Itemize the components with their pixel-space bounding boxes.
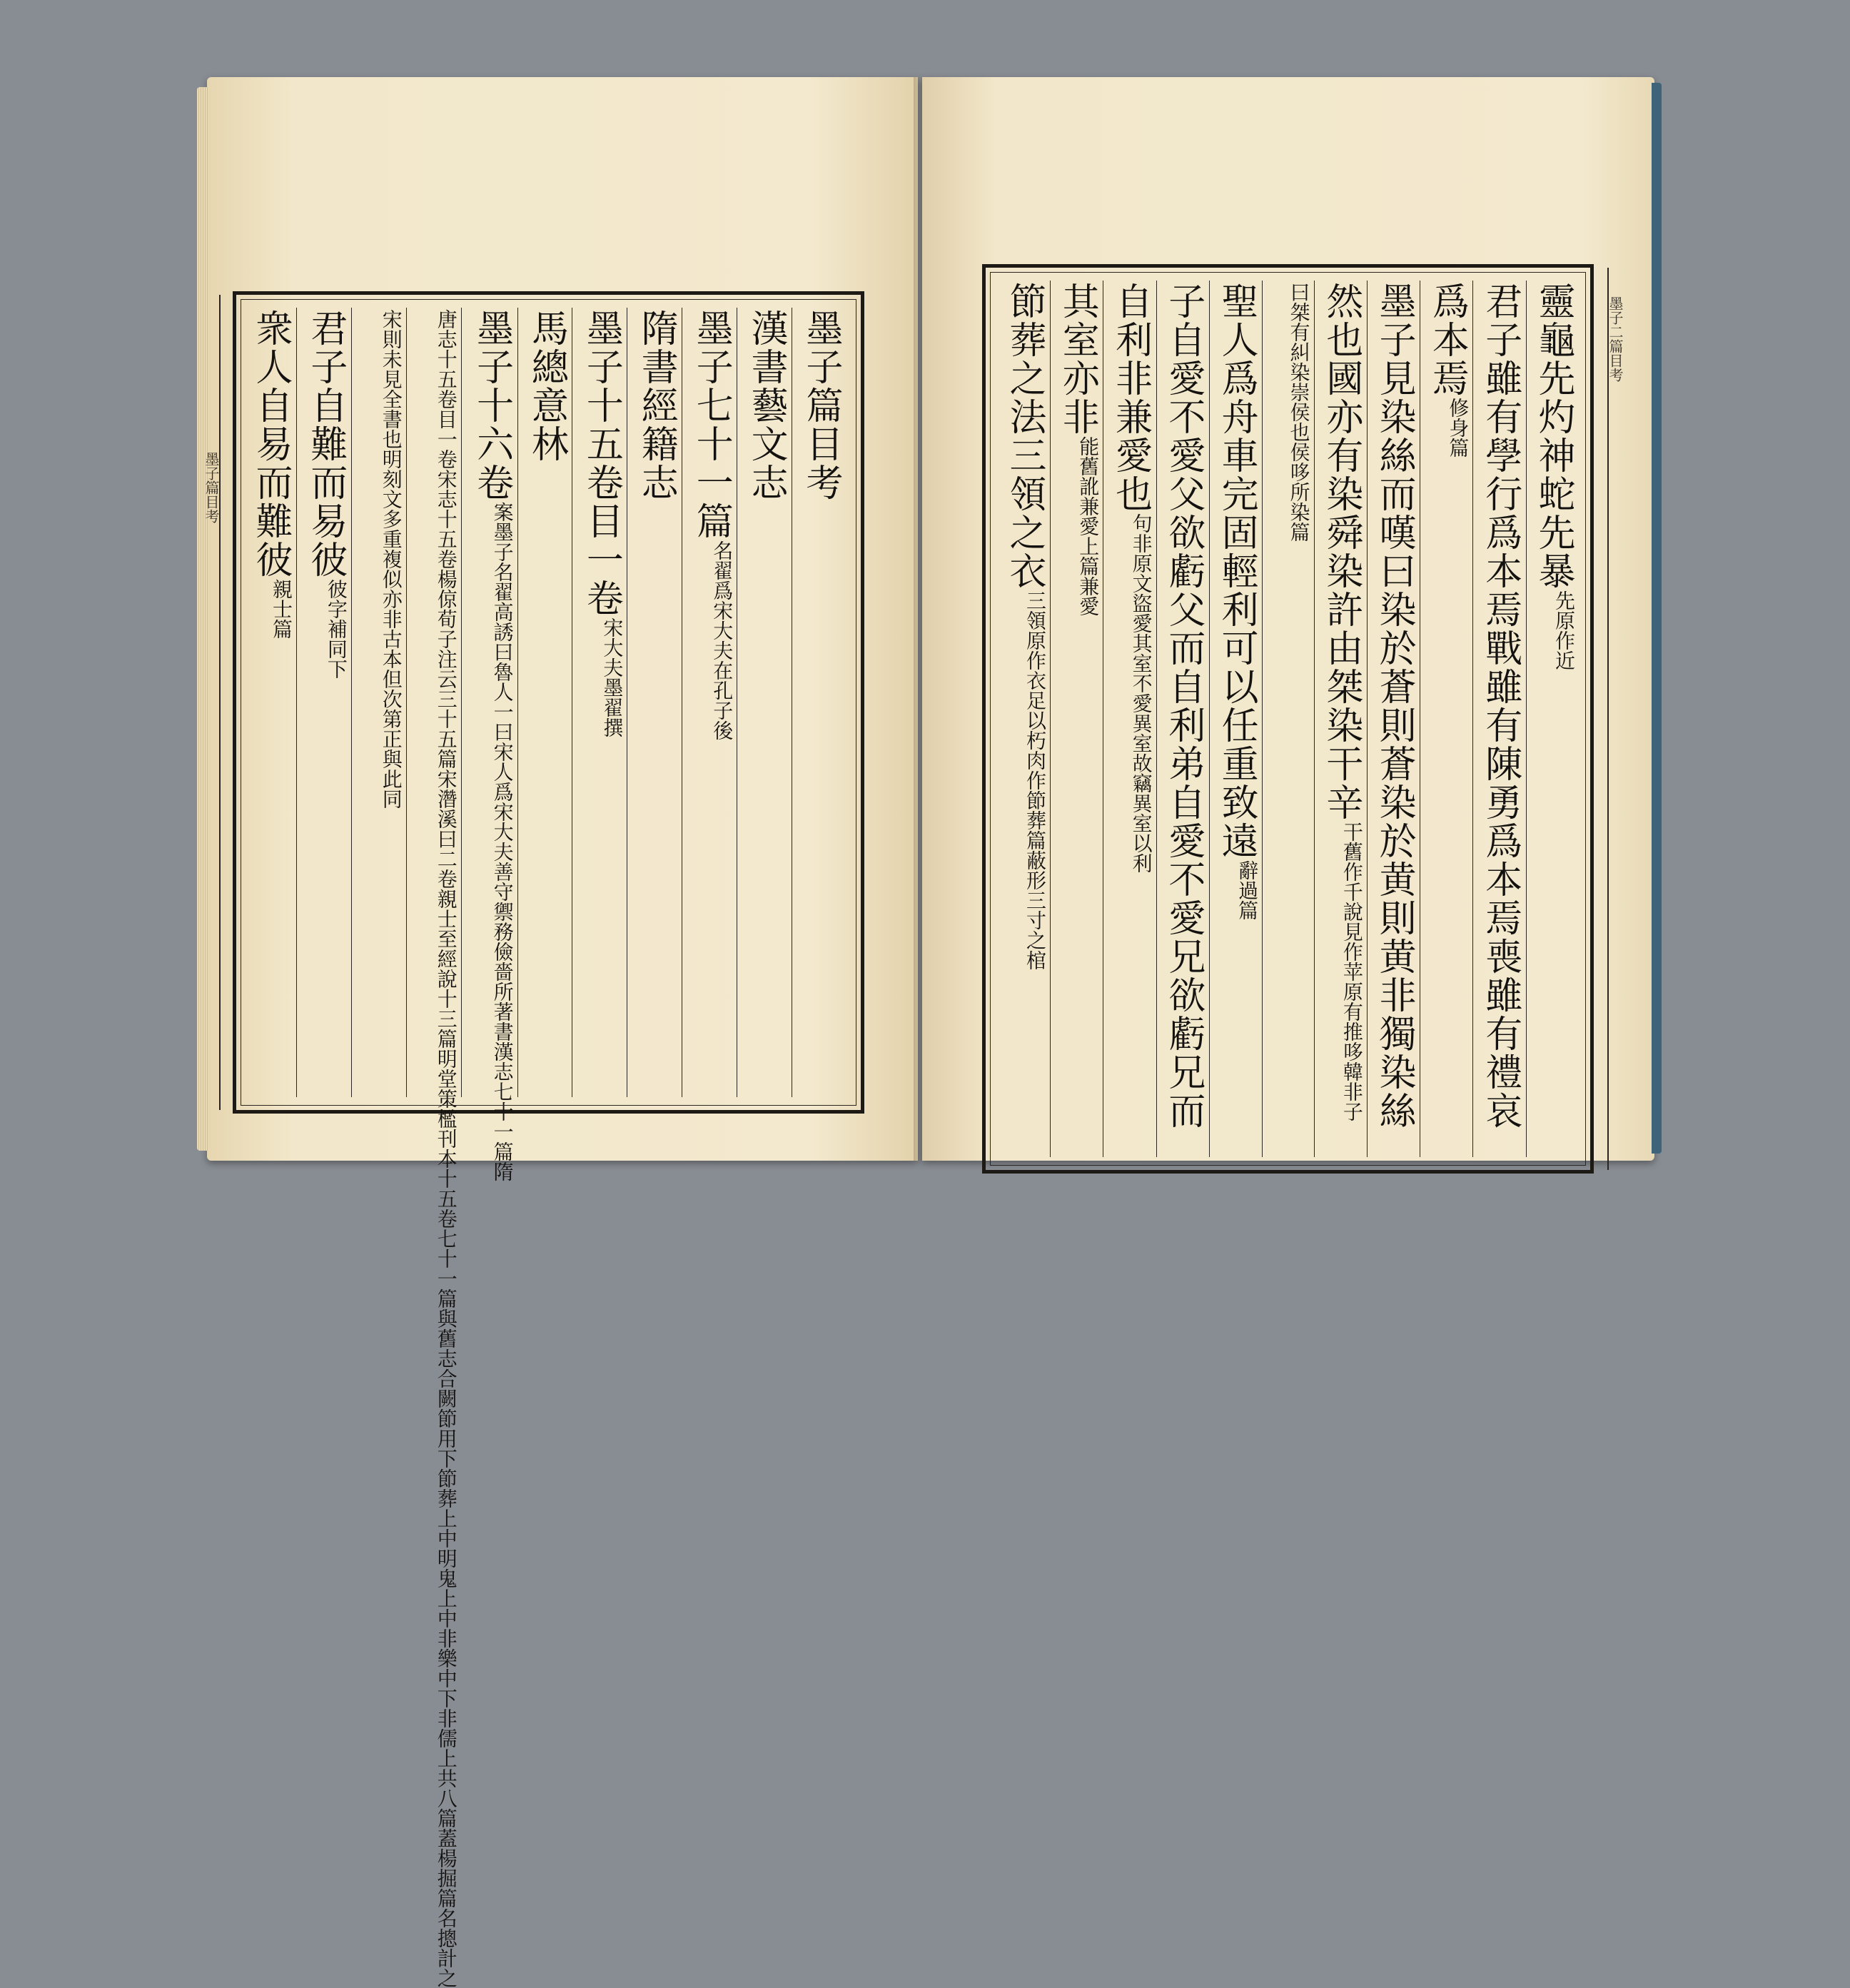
column-big-text: 墨子七十一 [689, 309, 733, 502]
column-big-text: 衆人自易而難彼 [248, 309, 292, 579]
column-text: 隋書經籍志 [635, 309, 678, 502]
right-page-column [1314, 281, 1367, 1157]
column-small-text: 干舊作千說見作苹原有推哆韓非子 [1340, 822, 1364, 1121]
right-page [922, 77, 1654, 1161]
right-page-column [1420, 281, 1472, 1157]
column-small-text: 能舊訛兼愛上篇兼愛 [1076, 436, 1101, 616]
right-page-column [1156, 281, 1209, 1157]
column-small-text: 名翟爲宋大夫在孔子後 [710, 540, 734, 740]
column-big-text: 靈龜先灼神蛇先暴 [1532, 282, 1574, 590]
column-small-text: 辭過篇 [1235, 860, 1260, 920]
column-big-text: 墨子十五卷目一卷 [580, 309, 623, 617]
column-small-text: 案墨子名翟高誘曰魯人一曰宋人爲宋大夫善守禦務儉嗇所著書漢志七十一篇隋 [490, 502, 515, 1181]
left-page-column [517, 308, 572, 1097]
column-big-text: 其室亦非 [1056, 282, 1099, 436]
open-book [203, 77, 1654, 1988]
right-columns [1000, 281, 1579, 1157]
column-text: 子自愛不愛父欲虧父而自利弟自愛不愛兄欲虧兄而 [1161, 282, 1205, 1130]
column-small-text: 先原作近 [1552, 590, 1576, 670]
column-big-text: 墨子見染絲而嘆曰染於蒼則蒼染於黄則黄非獨染絲 [1373, 282, 1416, 1130]
left-page-column [627, 308, 682, 1097]
column-big-text: 君子自難而易彼 [303, 309, 347, 579]
right-page-column [1472, 281, 1525, 1157]
left-page-column [682, 308, 737, 1097]
column-big-text: 然也國亦有染舜染許由桀染干辛 [1319, 282, 1363, 822]
left-columns [248, 308, 846, 1988]
column-big-text: 聖人爲舟車完固輕利可以任重致遠 [1215, 282, 1258, 860]
column-mid-text: 篇 [689, 502, 733, 540]
column-small-text: 句非原文盜愛其室不愛異室故竊異室以利 [1129, 513, 1153, 873]
column-small-text: 宋大夫墨翟撰 [600, 617, 625, 737]
left-page-column [461, 308, 517, 1181]
column-small-text: 親士篇 [269, 579, 293, 639]
left-page-column [406, 308, 461, 1988]
column-big-text: 自利非兼愛也 [1108, 282, 1152, 513]
column-text: 唐志十五卷目一卷宋志十五卷楊倞荀子注云三十五篇宋濳溪曰二卷親士至經說十三篇明堂策檻刊本十五卷七十一篇與舊志合闕節用下節葬上中明鬼上中非樂中下非儒上共八篇蓋楊掘篇名摠計之 [434, 309, 458, 1988]
left-page-column [351, 308, 406, 1097]
column-text: 君子雖有學行爲本焉戰雖有陳勇爲本焉喪雖有禮哀 [1478, 282, 1522, 1130]
left-spine-label: 墨子篇目考 [205, 295, 221, 1110]
right-page-column [1209, 281, 1262, 1157]
right-text-frame [982, 264, 1624, 1174]
right-page-column [1262, 281, 1313, 1157]
column-text: 宋則未見全書也明刻文多重複似亦非古本但次第正與此同 [379, 309, 403, 809]
right-page-column [1103, 281, 1156, 1157]
left-page-column [248, 308, 296, 1097]
right-page-column [1367, 281, 1420, 1157]
column-small-text: 修身篇 [1446, 398, 1470, 458]
right-page-column [1000, 281, 1050, 1157]
left-page-column [572, 308, 627, 1097]
left-page [203, 77, 918, 1988]
right-page-column [1526, 281, 1579, 1157]
column-small-text: 彼字補同下 [324, 579, 348, 679]
column-big-text: 節葬之法三領之衣 [1002, 282, 1046, 590]
left-page-column [296, 308, 351, 1097]
column-big-text: 爲本焉 [1425, 282, 1469, 398]
right-spine-label: 墨子二篇目考 [1607, 268, 1623, 1170]
left-text-frame [203, 291, 864, 1988]
column-text: 墨子篇目考 [799, 309, 842, 502]
right-page-column [1050, 281, 1103, 1157]
column-big-text: 墨子十六卷 [470, 309, 513, 502]
cover-edge [1652, 83, 1662, 1154]
column-text: 漢書藝文志 [744, 309, 788, 502]
left-page-column [792, 308, 846, 1097]
column-small-text: 曰桀有糾染崇侯也侯哆所染篇 [1287, 282, 1311, 542]
left-page-column [737, 308, 792, 1097]
column-small-text: 三領原作衣足以朽肉作節葬篇蔽形三寸之棺 [1023, 590, 1047, 970]
column-text: 馬總意林 [525, 309, 568, 463]
